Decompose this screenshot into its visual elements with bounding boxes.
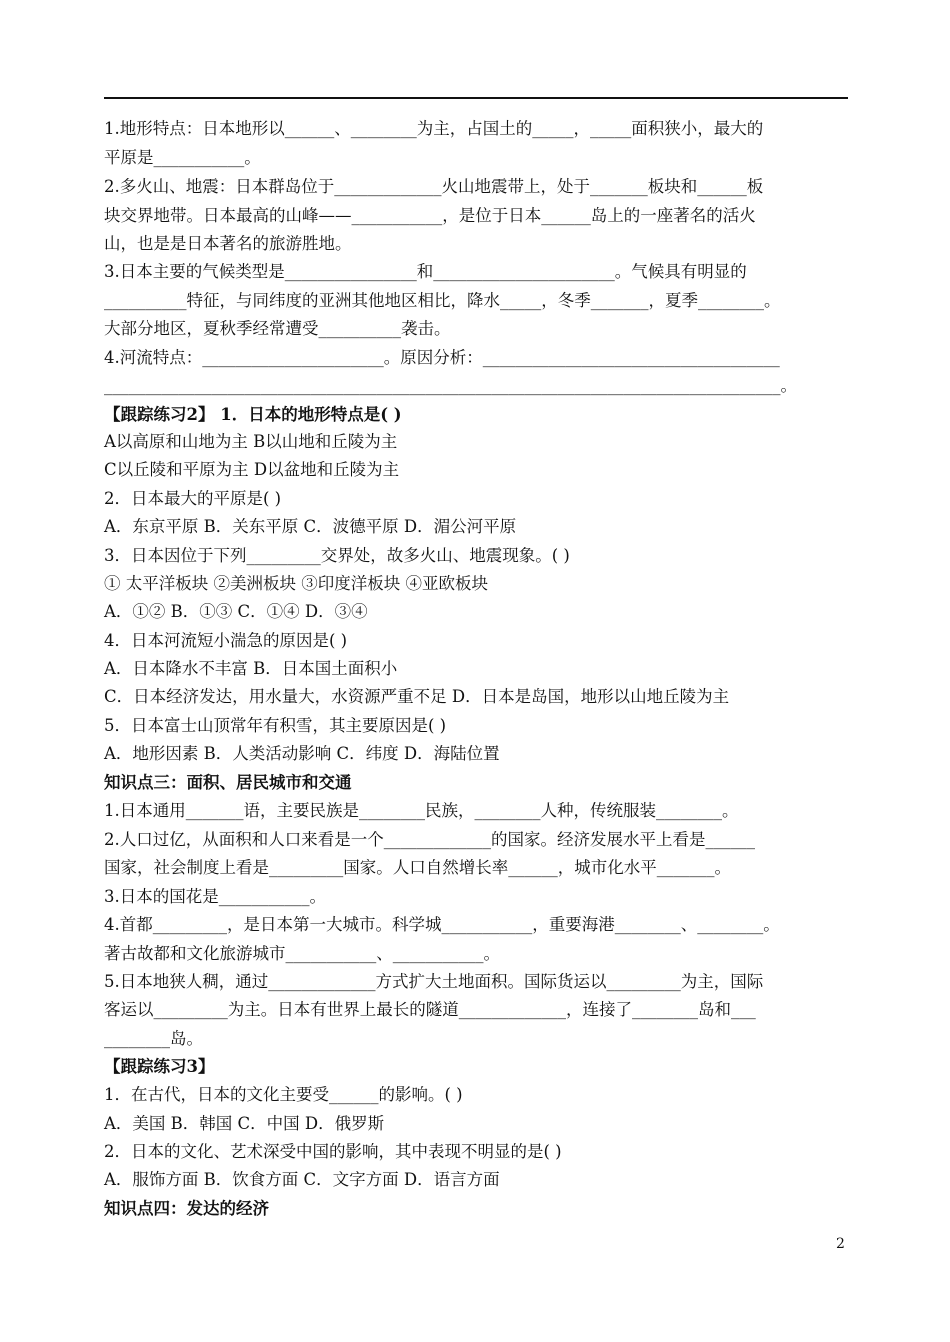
page-number: 2 [836, 1236, 845, 1252]
option-line: A．服饰方面 B．饮食方面 C．文字方面 D．语言方面 [104, 1170, 500, 1189]
text-line: 山，也是是日本著名的旅游胜地。 [104, 234, 352, 253]
practice-2-heading: 【跟踪练习2】 1．日本的地形特点是( ) [104, 405, 402, 424]
text-line: 4.河流特点：______________________。原因分析：____________________________________ [104, 348, 780, 367]
section-heading-4: 知识点四：发达的经济 [104, 1199, 269, 1218]
text-line: 平原是___________。 [104, 148, 261, 167]
question-line: 3．日本因位于下列_________交界处，故多火山、地震现象。( ) [104, 546, 570, 565]
question-line: 4．日本河流短小湍急的原因是( ) [104, 631, 348, 650]
text-line: 1.日本通用_______语，主要民族是________民族，________人种，传统服装________。 [104, 801, 739, 820]
text-line: 5.日本地狭人稠，通过_____________方式扩大土地面积。国际货运以_________为主，国际 [104, 972, 764, 991]
question-line: 5．日本富士山顶常年有积雪，其主要原因是( ) [104, 716, 447, 735]
text-line: 3.日本主要的气候类型是________________和______________________。气候具有明显的 [104, 262, 747, 281]
option-line: A．地形因素 B．人类活动影响 C．纬度 D．海陆位置 [104, 744, 500, 763]
question-line: 2．日本的文化、艺术深受中国的影响，其中表现不明显的是( ) [104, 1142, 562, 1161]
option-line: C．日本经济发达，用水量大，水资源严重不足 D．日本是岛国，地形以山地丘陵为主 [104, 687, 730, 706]
question-line: 1．在古代，日本的文化主要受______的影响。( ) [104, 1085, 463, 1104]
option-line: A．①② B．①③ C．①④ D．③④ [104, 602, 368, 621]
text-line: 国家，社会制度上看是_________国家。人口自然增长率______，城市化水平_______。 [104, 858, 731, 877]
text-line: 2.人口过亿，从面积和人口来看是一个_____________的国家。经济发展水平上看是______ [104, 830, 755, 849]
option-line: A以高原和山地为主 B以山地和丘陵为主 [104, 432, 398, 451]
question-line: 2．日本最大的平原是( ) [104, 489, 282, 508]
text-line: __________________________________________________________________________________。 [104, 376, 797, 395]
text-line: 大部分地区，夏秋季经常遭受__________袭击。 [104, 319, 451, 338]
section-heading-3: 知识点三：面积、居民城市和交通 [104, 773, 352, 792]
text-line: 4.首都_________，是日本第一大城市。科学城___________，重要海港________、________。 [104, 915, 780, 934]
option-line: ① 太平洋板块 ②美洲板块 ③印度洋板块 ④亚欧板块 [104, 574, 488, 593]
text-line: __________特征，与同纬度的亚洲其他地区相比，降水_____，冬季_______，夏季________。 [104, 291, 781, 310]
text-line: 著古故都和文化旅游城市___________、___________。 [104, 944, 500, 963]
option-line: A．美国 B．韩国 C．中国 D．俄罗斯 [104, 1114, 385, 1133]
option-line: C以丘陵和平原为主 D以盆地和丘陵为主 [104, 460, 400, 479]
text-line: 2.多火山、地震：日本群岛位于_____________火山地震带上，处于_______板块和______板 [104, 177, 764, 196]
text-line: 块交界地带。日本最高的山峰——___________，是位于日本______岛上的一座著名的活火 [104, 206, 756, 225]
text-line: 3.日本的国花是___________。 [104, 887, 326, 906]
option-line: A．东京平原 B．关东平原 C．波德平原 D．湄公河平原 [104, 517, 517, 536]
practice-3-heading: 【跟踪练习3】 [104, 1057, 215, 1076]
text-line: 客运以_________为主。日本有世界上最长的隧道_____________，连接了________岛和___ [104, 1000, 756, 1019]
option-line: A．日本降水不丰富 B．日本国土面积小 [104, 659, 398, 678]
header-rule [104, 97, 848, 99]
text-line: ________岛。 [104, 1029, 203, 1048]
text-line: 1.地形特点：日本地形以______、________为主，占国土的_____，_____面积狭小，最大的 [104, 119, 764, 138]
